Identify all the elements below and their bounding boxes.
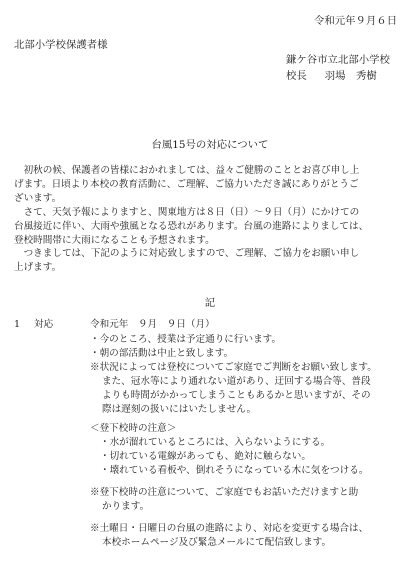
body-line: 上げます。 [14, 262, 62, 274]
body-line: さて、天気予報によりますと、関東地方は８日（日）～９日（月）にかけての [23, 206, 360, 218]
note-family-talk-cont: かります。 [102, 500, 150, 512]
document-subject: 台風15号の対応について [151, 139, 269, 151]
commute-note: ・水が溜れているところには、入らないようにする。 [100, 437, 331, 449]
bullet-club: ・朝の部活動は中止と致します。 [90, 347, 234, 359]
commute-note: ・壊れている看板や、倒れそうになっている木に気をつける。 [100, 465, 369, 477]
body-line: 台風接近に伴い、大雨や強風となる恐れがあります。台風の進路によりましては、 [14, 220, 369, 232]
note-family-talk: ※登下校時の注意について、ご家庭でもお話いただけますと助 [90, 487, 359, 499]
body-line: げます。日頃より本校の教育活動に、ご理解、ご協力いただき誠にありがとうご [14, 178, 359, 190]
body-line: ざいます。 [14, 192, 62, 204]
commute-notes-title: ＜登下校時の注意＞ [90, 423, 177, 435]
forecast-paragraph [14, 206, 414, 248]
note-attendance-cont: また、冠水等により通れない道があり、迂回する場合等、普段 [102, 375, 371, 387]
ki-heading: 記 [204, 297, 216, 309]
sender-block [286, 52, 390, 84]
bullet-classes: ・今のところ、授業は予定通りに行います。 [90, 334, 282, 345]
section-response [14, 318, 414, 550]
section-date: 令和元年 ９月 ９日（月） [90, 319, 215, 330]
note-attendance: ※状況によっては登校についてご家庭でご判断をお願い致します。 [90, 361, 377, 373]
body-line: 登校時間帯に大雨になることも予想されます。 [14, 234, 215, 246]
school-name: 鎌ケ谷市立北部小学校 [286, 54, 390, 66]
note-attendance-cont: 際は遅刻の扱いにはいたしません。 [102, 403, 257, 415]
section-items [90, 333, 414, 550]
greeting-paragraph [14, 164, 414, 206]
principal-name: 羽場 秀樹 [324, 70, 377, 83]
section-number: 1 [14, 319, 21, 330]
section-header [14, 318, 414, 333]
request-paragraph [14, 247, 414, 275]
body-text [14, 164, 414, 275]
body-line: 初秋の候、保護者の皆様におかれましては、益々ご健勝のこととお喜び申し上 [23, 165, 360, 176]
issue-date: 令和元年９月６日 [314, 15, 398, 27]
principal-row [286, 68, 390, 84]
body-line: つきましては、下記のように対応致しますので、ご理解、ご協力をお願い申し [23, 248, 360, 260]
principal-title: 校長 [286, 70, 307, 83]
commute-note: ・切れている電線があっても、絶対に触らない。 [100, 451, 311, 463]
note-attendance-cont: よりも時間がかかってしまうこともあるかと思いますが、その [102, 389, 371, 401]
note-weekend-change-cont: 本校ホームページ及び緊急メールにて配信致します。 [102, 536, 332, 548]
note-weekend-change: ※土曜日・日曜日の台風の進路により、対応を変更する場合は、 [90, 522, 369, 534]
section-label: 対応 [34, 319, 54, 330]
addressee: 北部小学校保護者様 [14, 39, 108, 51]
